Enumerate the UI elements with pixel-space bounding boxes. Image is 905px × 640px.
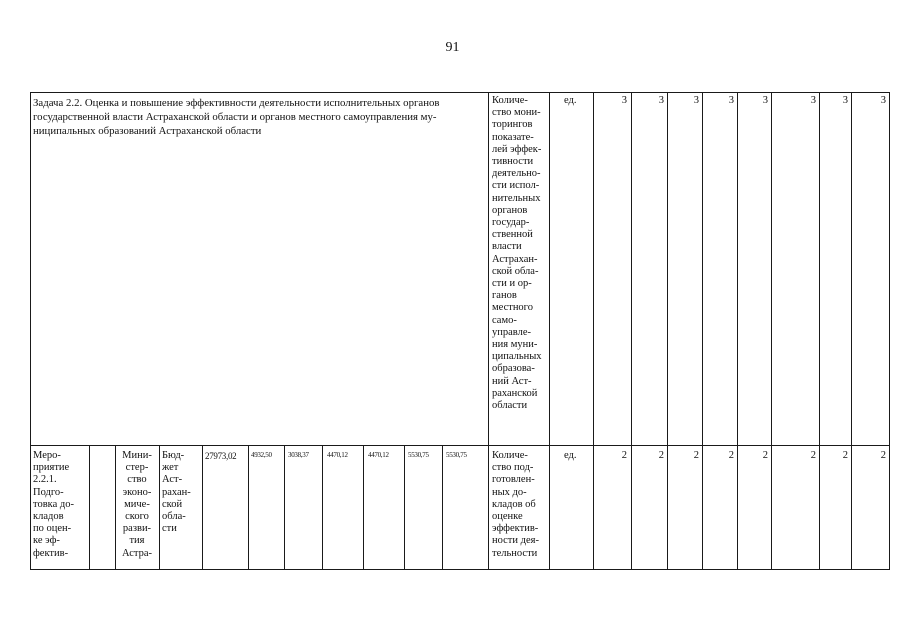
text-line: оценке (492, 511, 523, 523)
task-unit: ед. (564, 95, 577, 106)
text-line: приятие (33, 462, 70, 474)
text-line: кладов (33, 511, 64, 523)
text-line: по оцен- (33, 523, 72, 535)
col-line (631, 92, 632, 570)
measure-value: 2 (810, 450, 816, 461)
funding-value: 4470,12 (327, 451, 348, 459)
text-line: 2.2.1. (33, 474, 57, 486)
text-line: товка до- (33, 498, 74, 510)
measure-name (33, 450, 88, 560)
col-line (442, 445, 443, 570)
task-value: 3 (728, 95, 734, 106)
task-indicator (492, 95, 550, 412)
text-line: местного (492, 302, 533, 314)
text-line: раханской (492, 387, 538, 399)
text-line: тия (129, 535, 145, 547)
text-line: обла- (162, 511, 186, 523)
task-value: 3 (810, 95, 816, 106)
text-line: тельности (492, 547, 538, 559)
measure-value: 2 (693, 450, 699, 461)
text-line: ных до- (492, 486, 527, 498)
text-line: Бюд- (162, 450, 185, 461)
text-line: ской (162, 498, 183, 510)
text-line: сти испол- (492, 180, 540, 192)
text-line: ности дея- (492, 535, 539, 547)
text-line: ской обла- (492, 265, 539, 277)
text-line: показате- (492, 131, 534, 143)
task-value: 3 (621, 95, 627, 106)
text-line: государ- (492, 217, 530, 229)
text-line: рахан- (162, 486, 191, 498)
col-line (159, 445, 160, 570)
text-line: ке эф- (33, 535, 60, 547)
col-line (322, 445, 323, 570)
funding-value: 4932,50 (251, 451, 272, 459)
col-line (488, 92, 489, 570)
measure-value: 2 (621, 450, 627, 461)
text-line: торингов (492, 119, 533, 131)
measure-unit: ед. (564, 450, 577, 461)
col-line (737, 92, 738, 570)
measure-executor (116, 450, 158, 560)
measure-value: 2 (728, 450, 734, 461)
task-value: 3 (762, 95, 768, 106)
text-line: сти и ор- (492, 278, 532, 290)
text-line: ского (125, 511, 149, 523)
funding-value: 5530,75 (446, 451, 467, 459)
text-line: ство мони- (492, 107, 541, 119)
task-value: 3 (842, 95, 848, 106)
table-border-left (30, 92, 31, 570)
text-line: лей эффек- (492, 143, 542, 155)
text-line: Аст- (162, 474, 183, 486)
col-line (819, 92, 820, 570)
task-title: Задача 2.2. Оценка и повышение эффективности деятельности исполнительных органов государственной власти Астраханской области и органов местного самоуправления му-ниципальных образований Астраханской области (33, 97, 440, 137)
text-line: эффектив- (492, 523, 539, 535)
text-line: Меро- (33, 450, 61, 461)
funding-total: 27973,02 (205, 451, 237, 461)
text-line: ципальных (492, 351, 542, 363)
text-line: деятельно- (492, 168, 541, 180)
text-line: тивности (492, 156, 534, 168)
funding-value: 3038,37 (288, 451, 309, 459)
program-table (30, 92, 890, 570)
col-line (248, 445, 249, 570)
text-line: стер- (125, 462, 149, 474)
text-line: Астрахан- (492, 253, 538, 265)
text-line: Подго- (33, 486, 64, 498)
funding-value: 5530,75 (408, 451, 429, 459)
col-line (363, 445, 364, 570)
text-line: ний Аст- (492, 375, 532, 387)
table-border-right (889, 92, 890, 570)
text-line: миче- (124, 498, 150, 510)
task-value: 3 (880, 95, 886, 106)
col-line (851, 92, 852, 570)
col-line (593, 92, 594, 570)
text-line: сти (162, 523, 177, 535)
text-line: кладов об (492, 498, 536, 510)
col-line (89, 445, 90, 570)
text-line: власти (492, 241, 522, 253)
task-value: 3 (693, 95, 699, 106)
text-line: Количе- (492, 450, 528, 461)
text-line: ство под- (492, 462, 534, 474)
text-line: готовлен- (492, 474, 535, 486)
col-line (284, 445, 285, 570)
text-line: ния муни- (492, 339, 538, 351)
col-line (771, 92, 772, 570)
col-line (667, 92, 668, 570)
text-line: Количе- (492, 95, 528, 106)
text-line: нительных (492, 192, 541, 204)
table-border-top (30, 92, 890, 93)
text-line: ганов (492, 290, 517, 302)
task-value: 3 (658, 95, 664, 106)
text-line: управле- (492, 326, 531, 338)
funding-value: 4470,12 (368, 451, 389, 459)
text-line: органов (492, 204, 528, 216)
measure-indicator (492, 450, 550, 560)
col-line (202, 445, 203, 570)
text-line: Мини- (122, 450, 152, 461)
text-line: само- (492, 314, 517, 326)
page-number: 91 (445, 40, 460, 55)
col-line (404, 445, 405, 570)
text-line: Астра- (121, 547, 153, 559)
text-line: ство (127, 474, 147, 486)
text-line: эконо- (122, 486, 152, 498)
col-line (702, 92, 703, 570)
text-line: образова- (492, 363, 535, 375)
text-line: разви- (122, 523, 152, 535)
measure-source (162, 450, 202, 535)
text-line: ственной (492, 229, 533, 241)
measure-value: 2 (880, 450, 886, 461)
measure-value: 2 (658, 450, 664, 461)
text-line: жет (162, 462, 179, 474)
text-line: области (492, 400, 528, 412)
measure-value: 2 (842, 450, 848, 461)
text-line: фектив- (33, 547, 69, 559)
measure-value: 2 (762, 450, 768, 461)
